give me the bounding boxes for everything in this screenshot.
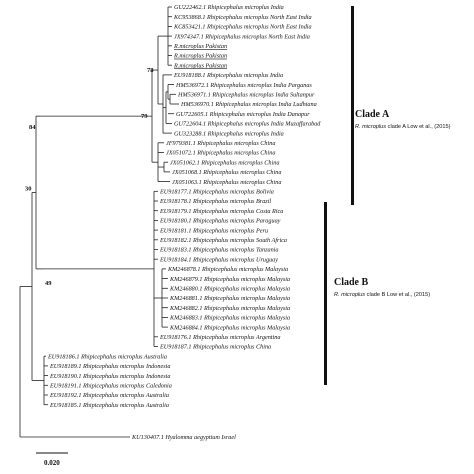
leaf-label: EU918187.1 Rhipicephalus microplus China	[160, 343, 272, 351]
bootstrap-values	[25, 67, 154, 287]
leaf-label: EU918185.1 Rhipicephalus microplus Australia	[50, 401, 169, 409]
leaf-label: HM536971.1 Rhipicephalus microplus India Sultanpur	[178, 91, 315, 99]
leaf-label: EU918188.1 Rhipicephalus microplus India	[174, 72, 284, 80]
leaf-label: KM246883.1 Rhipicephalus microplus Malaysia	[170, 314, 291, 322]
leaf-label: EU918180.1 Rhipicephalus microplus Paraguay	[160, 217, 281, 225]
leaf-label: KM246882.1 Rhipicephalus microplus Malaysia	[170, 304, 291, 312]
clade-a-bar	[351, 6, 354, 205]
leaf-label: KC853421.1 Rhipicephalus microplus North East India	[174, 23, 312, 31]
leaf-label: KM246878.1 Rhipicephalus microplus Malaysia	[168, 266, 289, 274]
clade-b-bar	[324, 202, 327, 385]
leaf-label: KM246884.1 Rhipicephalus microplus Malaysia	[170, 324, 291, 332]
leaf-label: GU722604.1 Rhipicephalus microplus India Muzaffarabad	[174, 120, 321, 128]
bootstrap-value: 78	[147, 67, 154, 75]
leaf-label: KM246881.1 Rhipicephalus microplus Malaysia	[170, 295, 291, 303]
bootstrap-value: 79	[141, 113, 148, 121]
leaf-label: R.microplus Pakistan	[174, 52, 228, 60]
leaf-label: EU918183.1 Rhipicephalus microplus Tanzania	[160, 246, 279, 254]
leaf-label: KM246880.1 Rhipicephalus microplus Malaysia	[170, 285, 291, 293]
leaf-label: JX974347.1 Rhipicephalus microplus North East India	[174, 33, 310, 41]
clade-a-subtitle: R. microplus clade A Low et al., (2015)	[355, 124, 451, 130]
leaf-label: EU918182.1 Rhipicephalus microplus South Africa	[160, 237, 288, 244]
leaf-label: JF979381.1 Rhipicephalus microplus China	[166, 140, 276, 147]
leaf-label: GU722605.1 Rhipicephalus microplus India Danapur	[176, 110, 310, 118]
leaf-label: HM536970.1 Rhipicephalus microplus India Ludhiana	[181, 101, 317, 109]
bootstrap-value: 30	[25, 185, 32, 193]
leaf-label: GU323288.1 Rhipicephalus microplus India	[174, 130, 284, 138]
leaf-label: EU918179.1 Rhipicephalus microplus Costa Rica	[160, 207, 284, 215]
leaf-labels	[47, 4, 321, 441]
leaf-label: EU918191.1 Rhipicephalus microplus Caledonia	[50, 382, 172, 390]
leaf-label: KU130407.1 Hyalomma aegyptium Israel	[132, 434, 236, 442]
leaf-label: EU918186.1 Rhipicephalus microplus Australia	[48, 353, 167, 361]
leaf-label: JX051072.1 Rhipicephalus microplus China	[166, 149, 276, 157]
leaf-label: GU222462.1 Rhipicephalus microplus India	[174, 4, 284, 12]
leaf-label: EU918184.1 Rhipicephalus microplus Uruguay	[160, 256, 279, 264]
leaf-label: JX051068.1 Rhipicephalus microplus China	[172, 169, 282, 177]
scale-bar-label: 0.020	[44, 459, 60, 467]
leaf-label: EU918192.1 Rhipicephalus microplus Australia	[50, 392, 169, 400]
clade-b-title: Clade B	[334, 277, 369, 288]
leaf-label: EU918190.1 Rhipicephalus microplus Indonesia	[50, 372, 171, 380]
leaf-label: EU918181.1 Rhipicephalus microplus Peru	[160, 227, 269, 235]
leaf-label: EU918189.1 Rhipicephalus microplus Indonesia	[50, 363, 171, 371]
leaf-label: JX051062.1 Rhipicephalus microplus China	[170, 159, 280, 167]
leaf-label: EU918178.1 Rhipicephalus microplus Brazil	[160, 198, 272, 206]
leaf-label: R.microplus Pakistan	[174, 43, 228, 50]
leaf-label: JX051063.1 Rhipicephalus microplus China	[172, 178, 282, 186]
leaf-label: KC953868.1 Rhipicephalus microplus North East India	[174, 13, 312, 21]
leaf-label: KM246879.1 Rhipicephalus microplus Malaysia	[170, 275, 291, 283]
leaf-label: EU918177.1 Rhipicephalus microplus Bolivia	[160, 188, 274, 196]
leaf-label: HM536972.1 Rhipicephalus microplus India Parganas	[176, 81, 312, 89]
bootstrap-value: 49	[45, 279, 52, 287]
bootstrap-value: 84	[29, 124, 36, 132]
clade-a-title: Clade A	[355, 109, 390, 120]
leaf-label: R.microplus Pakistan	[174, 62, 228, 70]
leaf-label: EU918176.1 Rhipicephalus microplus Argentina	[160, 334, 281, 341]
clade-b-subtitle: R. microplus clade B Low et al., (2015)	[334, 292, 431, 298]
